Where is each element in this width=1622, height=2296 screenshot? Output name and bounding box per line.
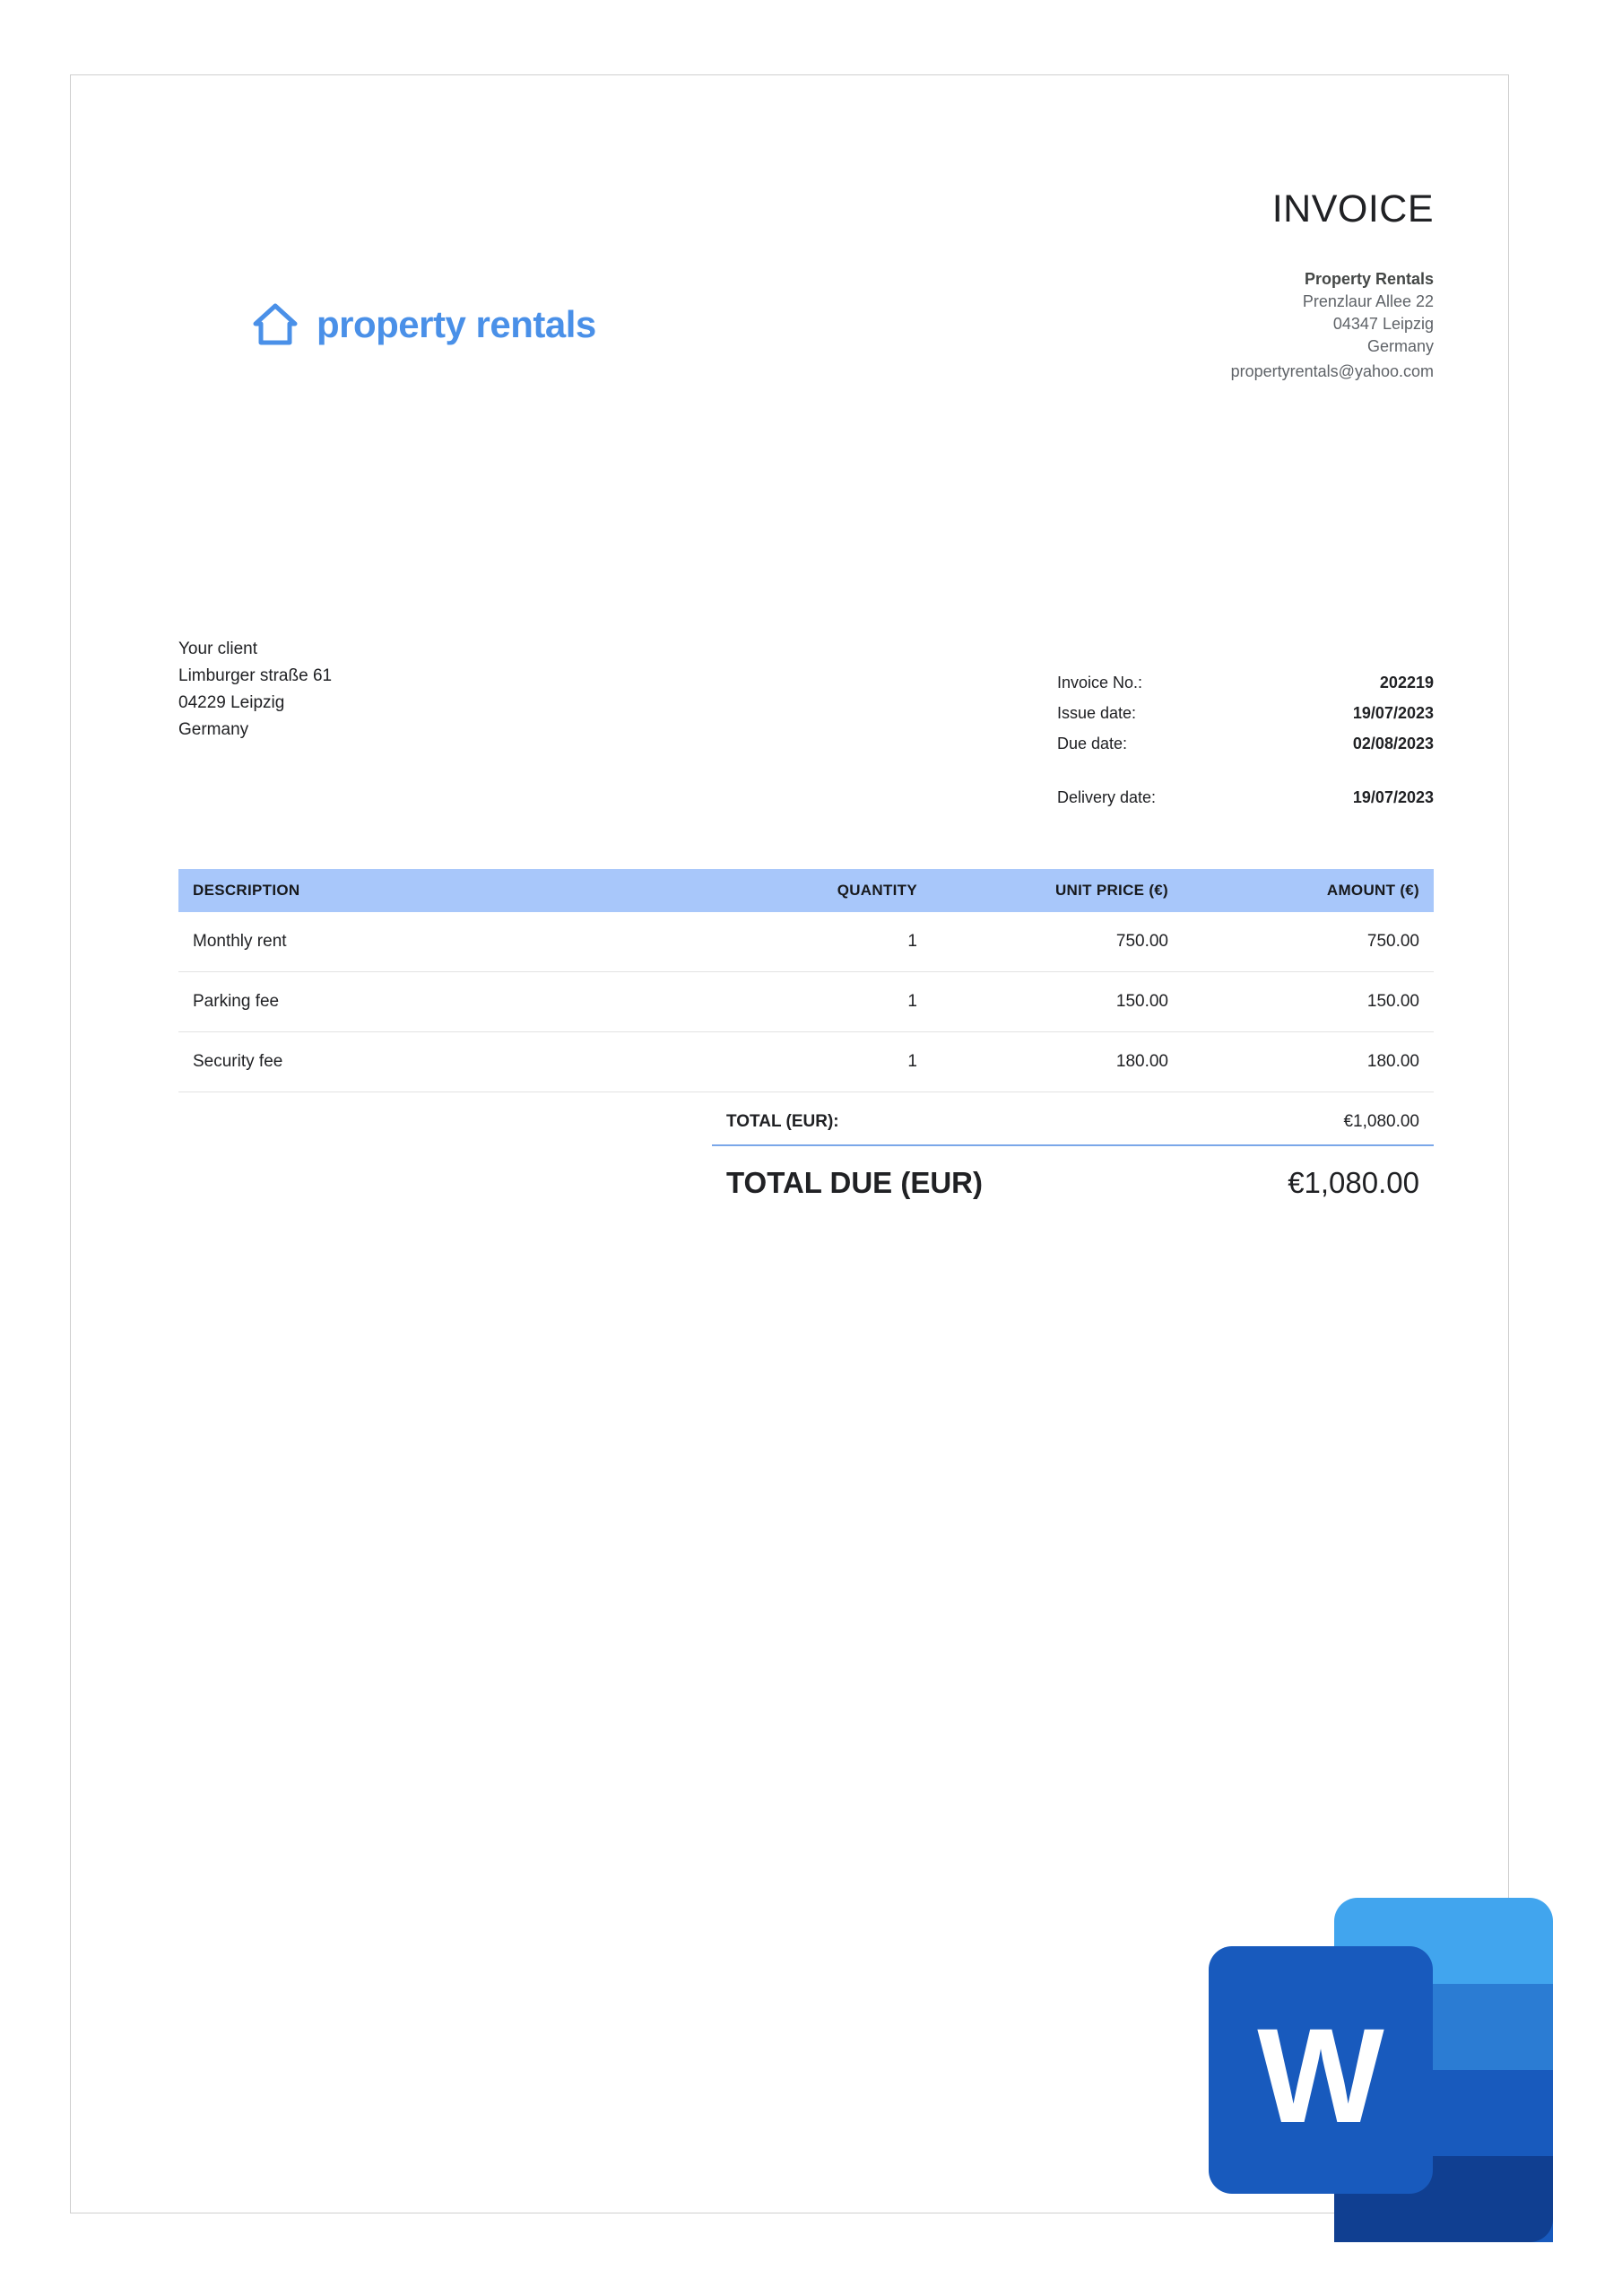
due-date-value: 02/08/2023: [1352, 735, 1434, 752]
issue-date-label: Issue date:: [1057, 704, 1137, 722]
delivery-date-row: [1057, 782, 1434, 813]
line-items-table: [178, 869, 1434, 1092]
total-due-label: TOTAL DUE (EUR): [726, 1166, 983, 1199]
column-header-amount: AMOUNT (€): [1183, 869, 1434, 912]
cell-amount: 180.00: [1183, 1032, 1434, 1092]
cell-quantity: 1: [718, 1032, 932, 1092]
cell-quantity: 1: [718, 912, 932, 972]
issuer-address-line1: Prenzlaur Allee 22: [1302, 292, 1434, 310]
client-address-line2: 04229 Leipzig: [178, 693, 285, 712]
total-row: [712, 1103, 1434, 1146]
issuer-country: Germany: [1366, 337, 1434, 355]
invoice-number-row: [1057, 667, 1434, 698]
cell-description: Security fee: [178, 1032, 718, 1092]
client-address-line1: Limburger straße 61: [178, 666, 333, 685]
issue-date-value: 19/07/2023: [1352, 704, 1434, 722]
logo-text: property rentals: [317, 303, 596, 345]
column-header-quantity: QUANTITY: [718, 869, 932, 912]
invoice-meta: [1057, 667, 1434, 813]
cell-quantity: 1: [718, 972, 932, 1032]
due-date-label: Due date:: [1057, 735, 1128, 752]
client-name: Your client: [178, 639, 258, 658]
cell-unit-price: 180.00: [932, 1032, 1183, 1092]
invoice-number-label: Invoice No.:: [1057, 674, 1143, 691]
cell-amount: 150.00: [1183, 972, 1434, 1032]
issuer-email: propertyrentals@yahoo.com: [1230, 362, 1434, 380]
issuer-address: [985, 268, 1434, 358]
table-row: [178, 1032, 1434, 1092]
column-header-unit-price: UNIT PRICE (€): [932, 869, 1183, 912]
cell-amount: 750.00: [1183, 912, 1434, 972]
meta-spacer: [1057, 759, 1434, 782]
microsoft-word-icon[interactable]: [1201, 1891, 1560, 2249]
issuer-name: Property Rentals: [1304, 270, 1434, 288]
cell-description: Parking fee: [178, 972, 718, 1032]
house-icon: [250, 300, 300, 350]
table-row: [178, 972, 1434, 1032]
total-due-row: [712, 1146, 1434, 1200]
page-title: INVOICE: [1271, 187, 1434, 230]
column-header-description: DESCRIPTION: [178, 869, 718, 912]
word-icon-letter: W: [1257, 2000, 1384, 2151]
delivery-date-label: Delivery date:: [1057, 788, 1157, 806]
client-address: [178, 636, 332, 744]
issue-date-row: [1057, 698, 1434, 728]
table-header-row: [178, 869, 1434, 912]
due-date-row: [1057, 728, 1434, 759]
issuer-address-line2: 04347 Leipzig: [1332, 315, 1434, 333]
total-value: €1,080.00: [1343, 1112, 1419, 1131]
invoice-number-value: 202219: [1379, 674, 1434, 691]
delivery-date-value: 19/07/2023: [1352, 788, 1434, 806]
total-label: TOTAL (EUR):: [726, 1112, 839, 1131]
cell-description: Monthly rent: [178, 912, 718, 972]
totals-section: [712, 1103, 1434, 1200]
cell-unit-price: 750.00: [932, 912, 1183, 972]
client-country: Germany: [178, 720, 249, 739]
table-row: [178, 912, 1434, 972]
total-due-value: €1,080.00: [1288, 1166, 1419, 1199]
company-logo: [250, 237, 681, 421]
cell-unit-price: 150.00: [932, 972, 1183, 1032]
